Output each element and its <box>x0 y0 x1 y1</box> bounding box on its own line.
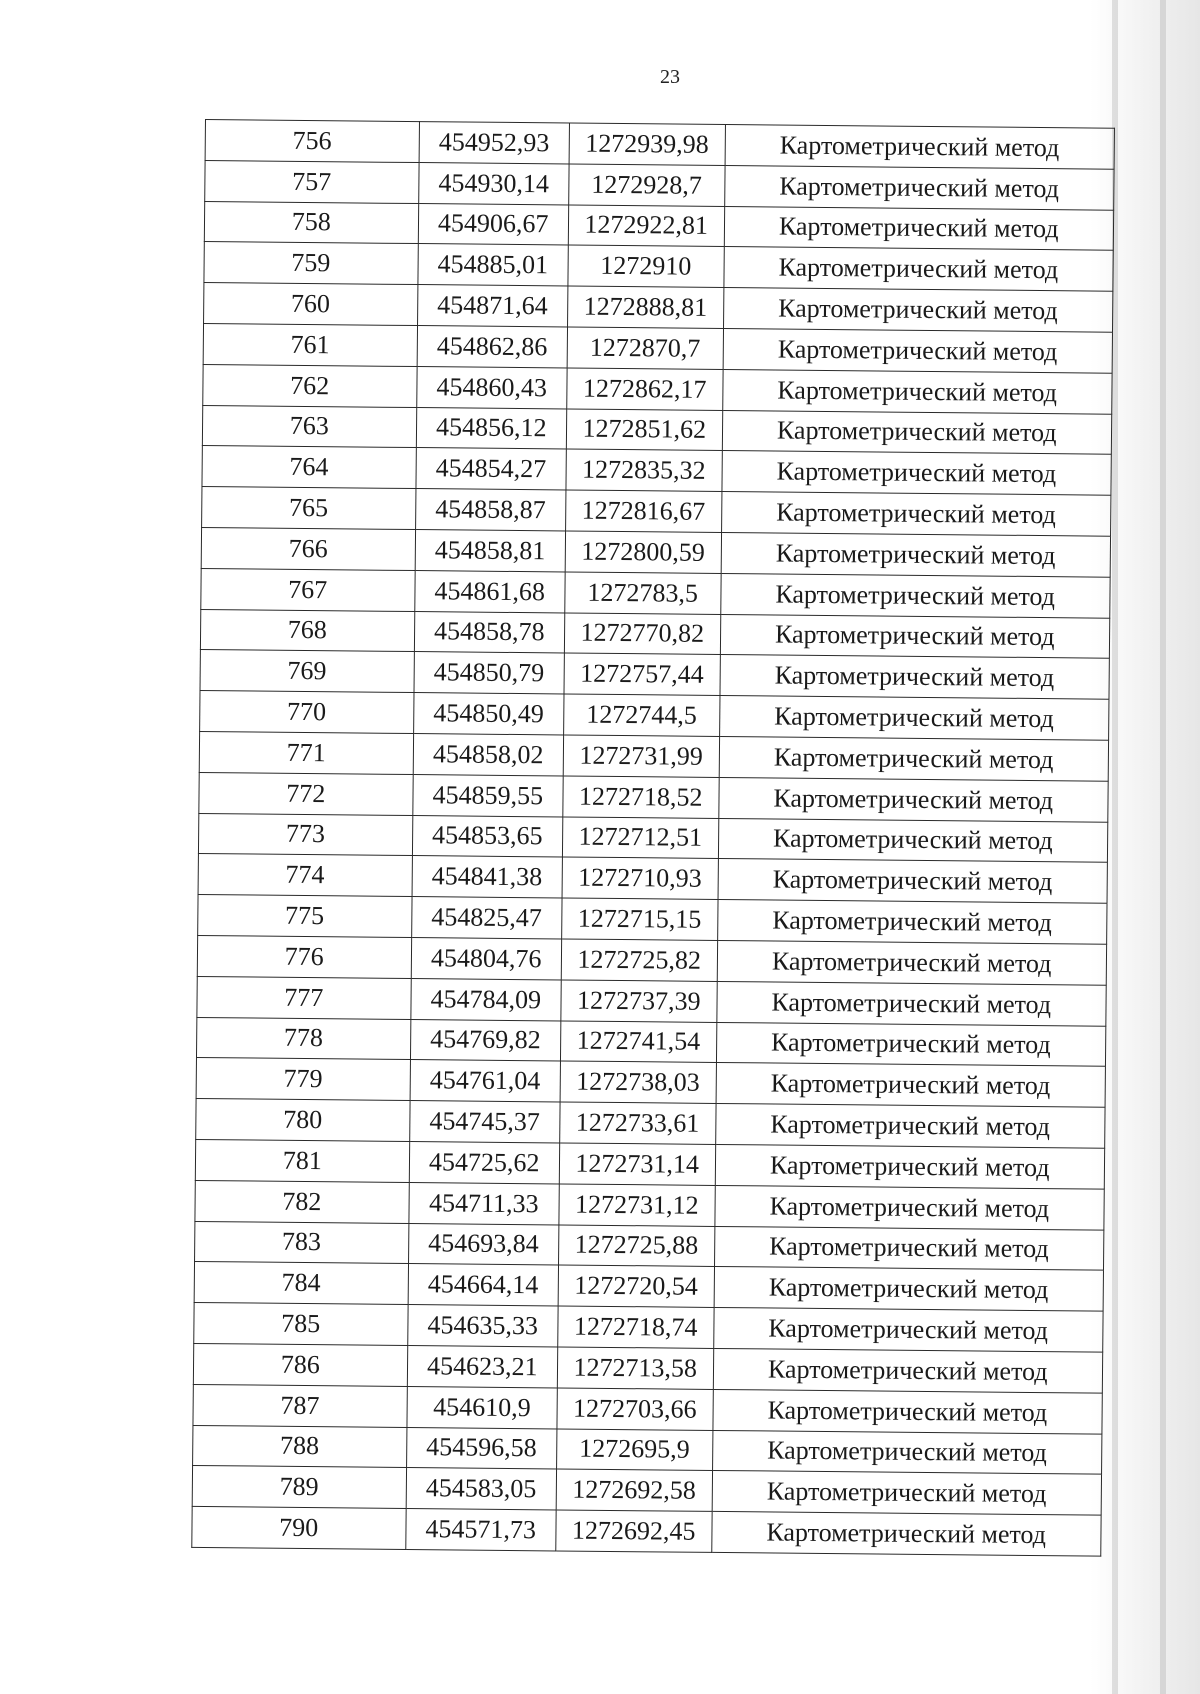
y-coordinate-cell: 1272939,98 <box>569 123 725 165</box>
method-cell: Картометрический метод <box>720 573 1110 618</box>
point-number-cell: 774 <box>198 854 412 897</box>
point-number-cell: 756 <box>205 120 419 163</box>
x-coordinate-cell: 454610,9 <box>406 1386 557 1428</box>
x-coordinate-cell: 454664,14 <box>408 1264 559 1306</box>
method-cell: Картометрический метод <box>712 1389 1102 1434</box>
y-coordinate-cell: 1272928,7 <box>569 164 725 206</box>
method-cell: Картометрический метод <box>722 410 1112 455</box>
y-coordinate-cell: 1272712,51 <box>562 817 718 859</box>
y-coordinate-cell: 1272757,44 <box>564 653 720 695</box>
point-number-cell: 766 <box>201 527 415 570</box>
y-coordinate-cell: 1272733,61 <box>560 1102 716 1144</box>
coordinates-table <box>191 119 1115 1557</box>
method-cell: Картометрический метод <box>712 1430 1102 1475</box>
method-cell: Картометрический метод <box>720 614 1110 659</box>
point-number-cell: 761 <box>203 323 417 366</box>
method-cell: Картометрический метод <box>714 1226 1104 1271</box>
point-number-cell: 781 <box>195 1139 409 1182</box>
x-coordinate-cell: 454596,58 <box>406 1427 557 1469</box>
x-coordinate-cell: 454854,27 <box>415 448 566 490</box>
method-cell: Картометрический метод <box>723 288 1113 333</box>
y-coordinate-cell: 1272816,67 <box>566 490 722 532</box>
point-number-cell: 757 <box>205 160 419 203</box>
y-coordinate-cell: 1272715,15 <box>562 898 718 940</box>
method-cell: Картометрический метод <box>716 981 1106 1026</box>
y-coordinate-cell: 1272731,12 <box>559 1184 715 1226</box>
y-coordinate-cell: 1272910 <box>568 245 724 287</box>
x-coordinate-cell: 454745,37 <box>409 1101 560 1143</box>
point-number-cell: 768 <box>200 609 414 652</box>
point-number-cell: 778 <box>196 1017 410 1060</box>
y-coordinate-cell: 1272725,88 <box>558 1224 714 1266</box>
x-coordinate-cell: 454885,01 <box>417 244 568 286</box>
x-coordinate-cell: 454623,21 <box>407 1345 558 1387</box>
y-coordinate-cell: 1272731,14 <box>559 1143 715 1185</box>
point-number-cell: 758 <box>204 201 418 244</box>
y-coordinate-cell: 1272741,54 <box>560 1020 716 1062</box>
method-cell: Картометрический метод <box>717 900 1107 945</box>
y-coordinate-cell: 1272720,54 <box>558 1265 714 1307</box>
y-coordinate-cell: 1272713,58 <box>557 1347 713 1389</box>
point-number-cell: 765 <box>202 487 416 530</box>
page-number: 23 <box>660 66 680 88</box>
method-cell: Картометрический метод <box>721 451 1111 496</box>
x-coordinate-cell: 454784,09 <box>410 978 561 1020</box>
method-cell: Картометрический метод <box>725 124 1115 169</box>
y-coordinate-cell: 1272851,62 <box>566 409 722 451</box>
x-coordinate-cell: 454693,84 <box>408 1223 559 1265</box>
method-cell: Картометрический метод <box>719 696 1109 741</box>
x-coordinate-cell: 454930,14 <box>418 162 569 204</box>
point-number-cell: 769 <box>200 650 414 693</box>
y-coordinate-cell: 1272725,82 <box>561 939 717 981</box>
x-coordinate-cell: 454769,82 <box>410 1019 561 1061</box>
y-coordinate-cell: 1272744,5 <box>564 694 720 736</box>
y-coordinate-cell: 1272718,52 <box>563 776 719 818</box>
point-number-cell: 767 <box>201 568 415 611</box>
y-coordinate-cell: 1272703,66 <box>557 1388 713 1430</box>
x-coordinate-cell: 454952,93 <box>419 122 570 164</box>
x-coordinate-cell: 454583,05 <box>406 1468 557 1510</box>
y-coordinate-cell: 1272738,03 <box>560 1061 716 1103</box>
y-coordinate-cell: 1272692,58 <box>556 1469 712 1511</box>
method-cell: Картометрический метод <box>719 736 1109 781</box>
method-cell: Картометрический метод <box>716 1063 1106 1108</box>
x-coordinate-cell: 454856,12 <box>416 407 567 449</box>
x-coordinate-cell: 454825,47 <box>411 897 562 939</box>
method-cell: Картометрический метод <box>723 247 1113 292</box>
x-coordinate-cell: 454858,87 <box>415 489 566 531</box>
y-coordinate-cell: 1272783,5 <box>565 572 721 614</box>
y-coordinate-cell: 1272870,7 <box>567 327 723 369</box>
method-cell: Картометрический метод <box>724 206 1114 251</box>
method-cell: Картометрический метод <box>718 859 1108 904</box>
point-number-cell: 776 <box>197 935 411 978</box>
method-cell: Картометрический метод <box>713 1348 1103 1393</box>
method-cell: Картометрический метод <box>720 655 1110 700</box>
point-number-cell: 780 <box>196 1099 410 1142</box>
method-cell: Картометрический метод <box>721 492 1111 537</box>
point-number-cell: 773 <box>198 813 412 856</box>
point-number-cell: 782 <box>195 1180 409 1223</box>
x-coordinate-cell: 454725,62 <box>409 1141 560 1183</box>
method-cell: Картометрический метод <box>718 818 1108 863</box>
x-coordinate-cell: 454862,86 <box>417 326 568 368</box>
y-coordinate-cell: 1272862,17 <box>567 368 723 410</box>
x-coordinate-cell: 454853,65 <box>412 815 563 857</box>
scan-streak <box>1160 0 1166 1694</box>
point-number-cell: 775 <box>198 895 412 938</box>
x-coordinate-cell: 454635,33 <box>407 1305 558 1347</box>
point-number-cell: 777 <box>197 976 411 1019</box>
x-coordinate-cell: 454871,64 <box>417 285 568 327</box>
table-row <box>192 1507 1101 1557</box>
method-cell: Картометрический метод <box>718 777 1108 822</box>
method-cell: Картометрический метод <box>714 1267 1104 1312</box>
method-cell: Картометрический метод <box>712 1471 1102 1516</box>
method-cell: Картометрический метод <box>724 165 1114 210</box>
y-coordinate-cell: 1272835,32 <box>566 449 722 491</box>
x-coordinate-cell: 454571,73 <box>405 1509 556 1551</box>
point-number-cell: 764 <box>202 446 416 489</box>
x-coordinate-cell: 454841,38 <box>412 856 563 898</box>
x-coordinate-cell: 454858,81 <box>415 530 566 572</box>
coordinates-table-body <box>192 120 1115 1557</box>
y-coordinate-cell: 1272695,9 <box>557 1428 713 1470</box>
point-number-cell: 788 <box>193 1425 407 1468</box>
x-coordinate-cell: 454858,02 <box>413 733 564 775</box>
method-cell: Картометрический метод <box>714 1185 1104 1230</box>
y-coordinate-cell: 1272922,81 <box>568 205 724 247</box>
method-cell: Картометрический метод <box>717 940 1107 985</box>
point-number-cell: 790 <box>192 1507 406 1550</box>
y-coordinate-cell: 1272692,45 <box>556 1510 712 1552</box>
y-coordinate-cell: 1272710,93 <box>562 857 718 899</box>
point-number-cell: 789 <box>192 1466 406 1509</box>
method-cell: Картометрический метод <box>723 328 1113 373</box>
x-coordinate-cell: 454850,79 <box>414 652 565 694</box>
y-coordinate-cell: 1272718,74 <box>558 1306 714 1348</box>
point-number-cell: 772 <box>199 772 413 815</box>
y-coordinate-cell: 1272888,81 <box>567 286 723 328</box>
x-coordinate-cell: 454804,76 <box>411 937 562 979</box>
y-coordinate-cell: 1272731,99 <box>563 735 719 777</box>
y-coordinate-cell: 1272800,59 <box>565 531 721 573</box>
method-cell: Картометрический метод <box>722 369 1112 414</box>
method-cell: Картометрический метод <box>711 1512 1101 1557</box>
x-coordinate-cell: 454906,67 <box>418 203 569 245</box>
point-number-cell: 760 <box>204 283 418 326</box>
point-number-cell: 771 <box>199 731 413 774</box>
point-number-cell: 784 <box>194 1262 408 1305</box>
method-cell: Картометрический метод <box>716 1022 1106 1067</box>
method-cell: Картометрический метод <box>715 1104 1105 1149</box>
point-number-cell: 762 <box>203 364 417 407</box>
point-number-cell: 763 <box>202 405 416 448</box>
x-coordinate-cell: 454858,78 <box>414 611 565 653</box>
point-number-cell: 787 <box>193 1384 407 1427</box>
method-cell: Картометрический метод <box>715 1144 1105 1189</box>
x-coordinate-cell: 454859,55 <box>412 774 563 816</box>
x-coordinate-cell: 454861,68 <box>414 570 565 612</box>
x-coordinate-cell: 454711,33 <box>408 1182 559 1224</box>
y-coordinate-cell: 1272770,82 <box>564 613 720 655</box>
x-coordinate-cell: 454761,04 <box>410 1060 561 1102</box>
x-coordinate-cell: 454860,43 <box>416 366 567 408</box>
point-number-cell: 786 <box>193 1343 407 1386</box>
point-number-cell: 783 <box>195 1221 409 1264</box>
point-number-cell: 785 <box>194 1303 408 1346</box>
x-coordinate-cell: 454850,49 <box>413 693 564 735</box>
y-coordinate-cell: 1272737,39 <box>561 980 717 1022</box>
method-cell: Картометрический метод <box>721 532 1111 577</box>
point-number-cell: 759 <box>204 242 418 285</box>
method-cell: Картометрический метод <box>713 1308 1103 1353</box>
point-number-cell: 779 <box>196 1058 410 1101</box>
point-number-cell: 770 <box>200 691 414 734</box>
